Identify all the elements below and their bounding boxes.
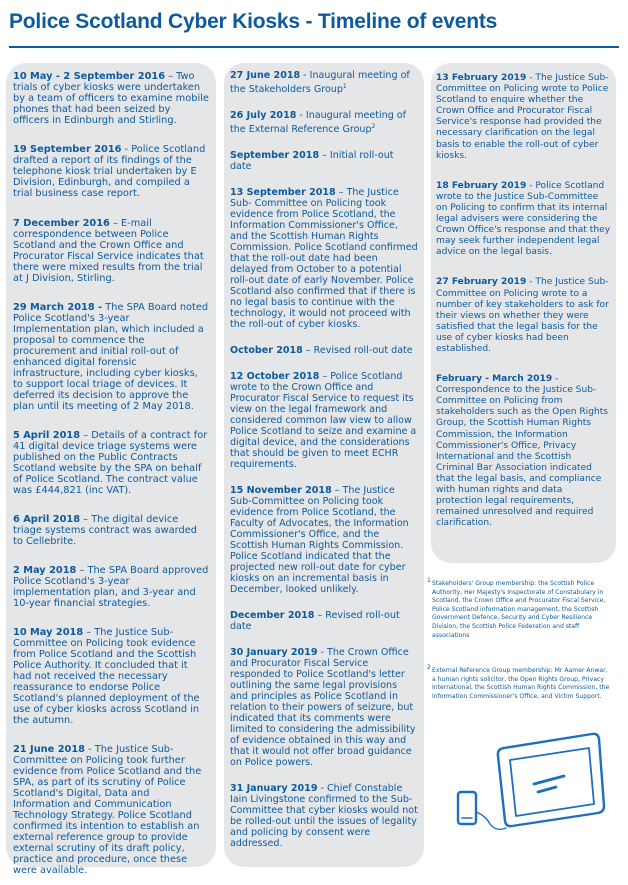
footnote-ref: 2 — [371, 123, 376, 131]
entry-text: - Police Scotland drafted a report of its findings of the telephone kiosk trial undertaken by E Division, Edinburgh, and compiled a trial business case report. — [13, 144, 206, 199]
footnote-text: Stakeholders' Group membership: the Scottish Police Authority, Her Majesty's Inspectorate of Constabulary in Scotland, the Crown Office and Procurator Fiscal Service, Police Scotland information management, the Scottish Government Defence, Security and Cyber Resilience Division, the Scottish Police Federation and staff associations — [432, 580, 606, 639]
timeline-entry — [230, 187, 418, 330]
timeline-entry — [13, 744, 209, 876]
timeline-entry — [230, 647, 418, 768]
entry-date: 26 July 2018 — [230, 110, 297, 122]
entry-date: 31 January 2019 — [230, 783, 318, 795]
entry-text: The SPA Board noted Police Scotland's 3-year Implementation plan, which included a proposal to commence the procurement and initial roll-out of enhanced digital forensic infrastructure, including cyber kiosks, to support local triage of devices. It deferred its decision to approve the plan until its meeting of 2 May 2018. — [13, 302, 209, 412]
timeline-entry — [13, 430, 209, 496]
timeline-entry — [230, 783, 418, 849]
timeline-entry — [13, 565, 209, 609]
entry-text: - Police Scotland wrote to the Justice Sub-Committee on Policing to confirm that its internal legal advisers were considering the Crown Office's response and that they may seek further independent legal advice on the legal basis. — [436, 180, 611, 258]
entry-text: – Police Scotland wrote to the Crown Office and Procurator Fiscal Service to request its view on the legal framework and considered common law view to allow Police Scotland to seize and examine a digital device, and the considerations that should be given to meet ECHR requirements. — [230, 371, 417, 471]
entry-text: – The Justice Sub-Committee on Policing took evidence from Police Scotland and the Scottish Police Authority. It concluded that it had not received the necessary reassurance to endorse Police Scotland's planned deployment of the use of cyber kiosks across Scotland in the autumn. — [13, 627, 200, 726]
entry-text: – The Justice Sub- Committee on Policing took evidence from Police Scotland, the Information Commissioner's Office, and the Scottish Human Rights Commission. Police Scotland confirmed that the roll-out date had been delayed from October to a potential roll-out date of early November. Police Scotland also confirmed that if there is no legal basis to continue with the technology, it would not proceed with the roll-out of cyber kiosks. — [230, 187, 418, 331]
page-title: Police Scotland Cyber Kiosks - Timeline of events — [9, 10, 498, 33]
footnote-text: External Reference Group membership: Mr Aamer Anwar, a human rights solicitor, the Open Rights Group, Privacy International, the Scottish Human Rights Commission, the Information Commissioner's Office, and Victim Support. — [432, 667, 610, 700]
title-divider — [9, 46, 619, 48]
entry-date: 12 October 2018 — [230, 371, 320, 383]
entry-text: - Chief Constable Iain Livingstone confirmed to the Sub-Committee that cyber kiosks would not be rolled-out until the issues of legality and policing by consent were addressed. — [230, 783, 418, 850]
timeline-entry — [13, 302, 209, 412]
entry-date: 13 February 2019 — [436, 73, 527, 83]
entry-date: 30 January 2019 — [230, 647, 318, 659]
entry-date: 29 March 2018 - — [13, 302, 103, 313]
entry-date: 18 February 2019 — [436, 180, 527, 191]
entry-date: 5 April 2018 — [13, 430, 81, 441]
entry-date: 27 February 2019 — [436, 277, 527, 288]
timeline-entry — [13, 144, 209, 199]
timeline-entry — [230, 150, 418, 172]
timeline-entry — [436, 73, 611, 162]
entry-text: - The Justice Sub-Committee on Policing wrote to Police Scotland to enquire whether the Crown Office and Procurator Fiscal Service's response had provided the necessary clarification on the legal basis to enable the roll-out of cyber kiosks. — [436, 73, 609, 161]
entry-text: – Two trials of cyber kiosks were undertaken by a team of officers to examine mobile phones that had been seized by officers in Edinburgh and Stirling. — [13, 71, 209, 126]
timeline-entry — [13, 627, 209, 726]
entry-text: – The digital device triage systems contract was awarded to Cellebrite. — [13, 514, 197, 547]
entry-text: – The Justice Sub-Committee on Policing took evidence from Police Scotland, the Faculty of Advocates, the Information Commissioner's Office, and the Scottish Human Rights Commission. Police Scotland indicated that the projected new roll-out date for cyber kiosks on an incremental basis in December, looked unlikely. — [230, 485, 409, 596]
timeline-entry — [230, 345, 418, 356]
footnote-1 — [427, 577, 612, 640]
entry-text: – Details of a contract for 41 digital device triage systems were published on the Public Contracts Scotland website by the SPA on behalf of Police Scotland. The contract value was £444,821 (inc VAT). — [13, 430, 208, 496]
tablet-and-phone-icon — [446, 728, 606, 840]
timeline-entry — [436, 181, 611, 259]
timeline-column-2 — [224, 63, 424, 867]
entry-text: - The Crown Office and Procurator Fiscal Service responded to Police Scotland's letter outlining the same legal provisions and principles as Police Scotland in relation to their powers of seizure, but indicated that its comments were limited to considering the admissibility of evidence obtained in this way and that it would not offer broad guidance on Police powers. — [230, 647, 416, 769]
footnote-number: 2 — [427, 664, 431, 671]
entry-text: – Revised roll-out date — [230, 610, 400, 633]
entry-date: 10 May - 2 September 2016 — [13, 71, 166, 82]
footnote-number: 1 — [427, 577, 431, 584]
entry-date: 13 September 2018 — [230, 187, 336, 199]
timeline-entry — [230, 110, 418, 135]
entry-text: – E-mail correspondence between Police Scotland and the Crown Office and Procurator Fiscal Service indicates that there were mixed results from the trial at J Division, Stirling. — [13, 218, 204, 284]
timeline-column-1 — [6, 63, 216, 876]
entry-date: 21 June 2018 — [13, 744, 85, 755]
timeline-entry — [436, 374, 611, 529]
entry-date: 19 September 2016 — [13, 144, 122, 155]
timeline-entry — [13, 218, 209, 284]
entry-text: - The Justice Sub-Committee on Policing took further evidence from Police Scotland and the SPA, as part of its scrutiny of Police Scotland's Digital, Data and Information and Communication Technology Strategy. Police Scotland confirmed its intention to establish an external reference group to provide external scrutiny of its draft policy, practice and procedure, once these were available. — [13, 744, 202, 876]
entry-date: 27 June 2018 — [230, 70, 301, 81]
entry-date: February - March 2019 — [436, 374, 553, 385]
entry-date: 10 May 2018 — [13, 627, 84, 638]
entry-text: - Inaugural meeting of the External Reference Group — [230, 110, 407, 136]
entry-date: September 2018 — [230, 150, 320, 162]
entry-date: 7 December 2016 — [13, 218, 110, 229]
timeline-entry — [230, 371, 418, 470]
timeline-entry — [13, 71, 209, 126]
entry-date: 2 May 2018 — [13, 565, 77, 576]
entry-text: – Initial roll-out date — [230, 150, 394, 173]
entry-date: 6 April 2018 — [13, 514, 81, 525]
entry-text: - Correspondence to the Justice Sub-Committee on Policing from stakeholders such as the Open Rights Group, the Scottish Human Rights Commission, the Information Commissioner's Office, Privacy International and the Scottish Criminal Bar Association indicated that the legal basis, and compliance with human rights and data protection legal requirements, remained unresolved and required clarification. — [436, 374, 609, 529]
entry-date: December 2018 — [230, 610, 315, 622]
timeline-entry — [13, 514, 209, 547]
timeline-column-3 — [431, 63, 616, 563]
timeline-entry — [230, 70, 418, 95]
entry-date: 15 November 2018 — [230, 485, 332, 497]
entry-text: – Revised roll-out date — [302, 345, 413, 357]
footnote-ref: 1 — [342, 83, 347, 90]
timeline-entry — [230, 485, 418, 595]
entry-text: - Inaugural meeting of the Stakeholders Group — [230, 70, 410, 96]
timeline-entry — [230, 610, 418, 632]
entry-text: - The Justice Sub-Committee on Policing wrote to a number of key stakeholders to ask for their views on whether they were satisfied that the legal basis for the use of cyber kiosks had been established. — [436, 277, 609, 354]
entry-date: October 2018 — [230, 345, 303, 357]
footnote-2 — [427, 664, 612, 701]
timeline-entry — [436, 277, 611, 355]
entry-text: – The SPA Board approved Police Scotland's 3-year implementation plan, and 3-year and 10-year financial strategies. — [13, 565, 209, 609]
